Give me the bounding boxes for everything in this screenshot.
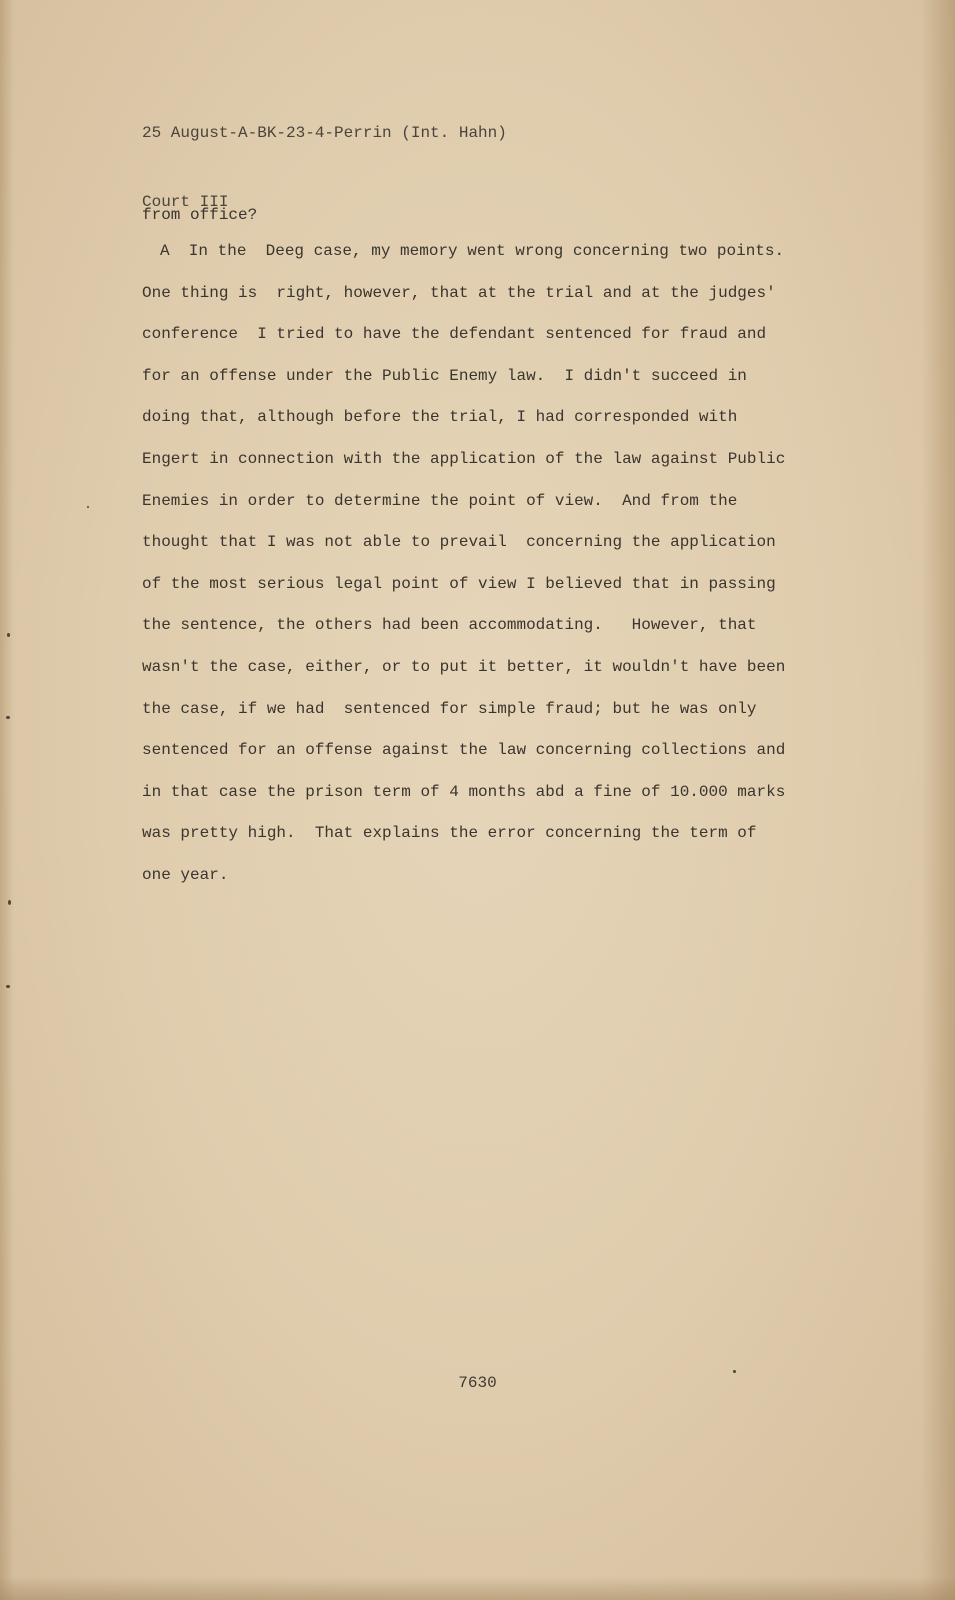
transcript-line: sentenced for an offense against the law concerning collections and [142,741,786,760]
transcript-line: from office? [142,206,258,224]
transcript-line: of the most serious legal point of view I believed that in passing [142,574,776,593]
page-number: 7630 [458,1374,497,1392]
paper-speck [6,716,10,719]
paper-speck [733,1370,736,1373]
header-court-line: Court III [142,193,229,211]
transcript-line: the sentence, the others had been accommodating. However, that [142,616,757,635]
transcript-line: in that case the prison term of 4 months abd a fine of 10.000 marks [142,782,786,801]
transcript-body [142,203,842,905]
transcript-line: conference I tried to have the defendant sentenced for fraud and [142,325,767,344]
transcript-line: One thing is right, however, that at the trial and at the judges' [142,283,776,302]
transcript-line: Engert in connection with the application of the law against Public [142,449,786,468]
transcript-line: doing that, although before the trial, I had corresponded with [142,408,738,427]
transcript-line: was pretty high. That explains the error concerning the term of [142,824,757,843]
transcript-line: wasn't the case, either, or to put it better, it wouldn't have been [142,657,786,676]
paper-speck [87,506,89,508]
paper-speck [8,900,11,905]
paper-speck [7,633,10,637]
paper-edge-left [0,0,14,1600]
transcript-line: one year. [142,865,229,884]
transcript-line: the case, if we had sentenced for simple fraud; but he was only [142,699,757,718]
header-reference-line: 25 August-A-BK-23-4-Perrin (Int. Hahn) [142,124,507,142]
transcript-line: A In the Deeg case, my memory went wrong concerning two points. [160,242,785,260]
transcript-line: thought that I was not able to prevail concerning the application [142,533,776,552]
paper-edge-bottom [0,1576,955,1600]
transcript-line: Enemies in order to determine the point of view. And from the [142,491,738,510]
transcript-line: for an offense under the Public Enemy law. I didn't succeed in [142,366,747,385]
paper-speck [6,985,10,988]
paper-edge-right [921,0,955,1600]
